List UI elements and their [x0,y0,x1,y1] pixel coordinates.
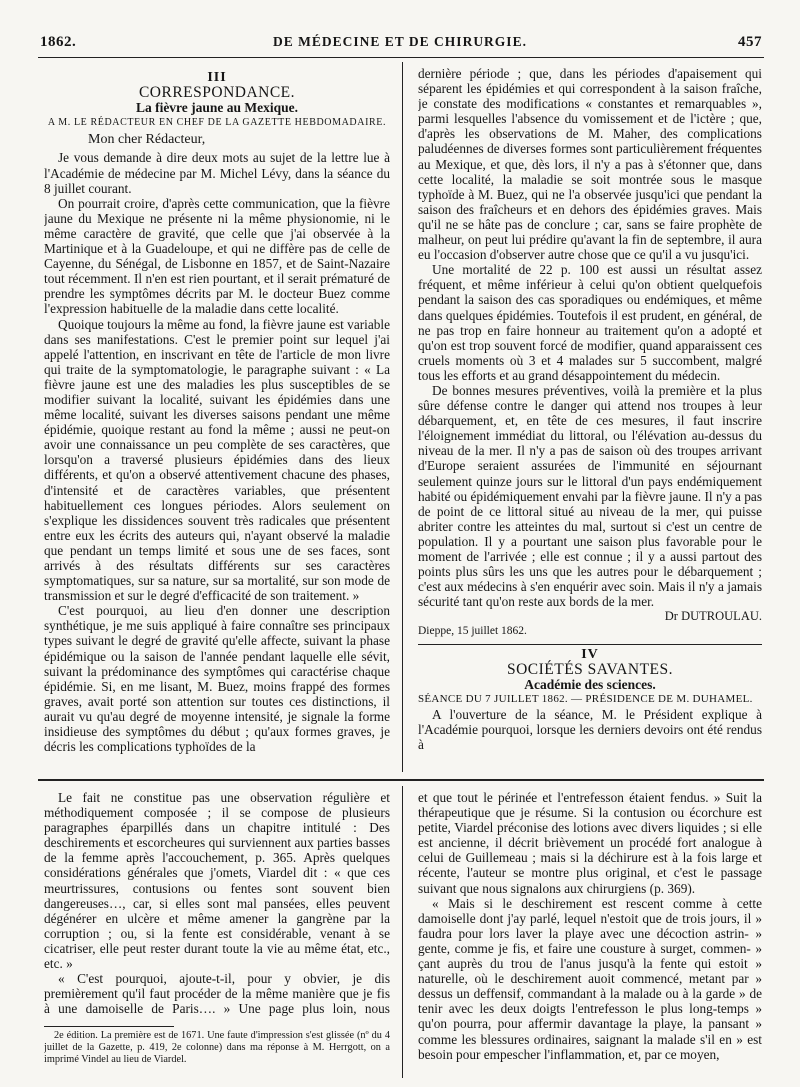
section-number: IV [581,646,599,662]
header-title: DE MÉDECINE ET DE CHIRURGIE. [273,34,527,49]
paragraph: De bonnes mesures préventives, voilà la première et la plus sûre défense contre le danger qui attend nos troupes à leur débarquement, et, en tête de ces mesures, il faut inscrire l'éloignement immédiat du littoral, ou l'élévation au-dessus du niveau de la mer. Il n'y a pas de saison où des troupes arrivant d'Europe seraient assurées de l'immunité en séjournant seulement quinze jours sur le littoral d'un pays endémiquement habité ou épidémiquement envahi par la fièvre jaune. Il n'y a pas de point de ce littoral situé au niveau de la mer, qui puisse abriter contre les atteintes du mal, surtout si c'est un centre de population. Il y a pourtant une saison plus favorable pour le moment de l'arrivée ; elle est connue ; il y a aussi partout des points plus sûrs les uns que les autres pour le débarquement ; c'est aux médecins à s'en enquérir avec soin. Mais il n'y a jamais sécurité tant qu'on reste aux bords de la mer. [418,382,762,610]
section-number: III [207,70,227,85]
page-number: 457 [738,34,762,50]
section-title: CORRESPONDANCE. [138,84,296,102]
paragraph: Quoique toujours la même au fond, la fièvre jaune est variable dans ses manifestations. C'est le premier point sur lequel j'ai appelé l'attention, en inscrivant en tête de l'article de mon livre qui traite de la symptomatologie, le paragraphe suivant : « La fièvre jaune est une des maladies les plus susceptibles de se modifier suivant la localité, suivant les épidémies dans une même localité, suivant les diverses saisons pendant une même épidémie, quoique restant au fond la même ; aussi ne peut-on avoir une connaissance un peu complète de ses caractères, que lorsqu'on a traversé plusieurs épidémies dans des lieux différents, et qu'on a observé attentivement chacune des phases, d'intensité et de caractères variables, que présentent habituellement ces longues périodes. Alors seulement on s'explique les dissidences souvent très radicales que présentent entre eux les écrits des auteurs qui, n'ayant observé la maladie que pendant un temps limité et sous une de ses faces, sont arrivés à des résultats différents sur ses caractères symptomatiques, sur sa nature, sur sa mortalité, sur son mode de transmission et sur le degré d'efficacité de son traitement. » [44,316,390,604]
running-header [0,0,800,58]
paragraph: dernière période ; que, dans les périodes d'apaisement qui séparent les épidémies et qui correspondent à la saison fraîche, je constate des modifications « constantes et remarquables », parmi lesquelles l'absence du vomissement et de l'ictère ; que, d'après les observations de M. Maher, des complications paludéennes de diverses formes sont particulièrement fréquentes au Mexique, et que, dès lors, il n'y a pas à s'étonner que, dans cette localité, la maladie se soit montrée sous le masque typhoïde à M. Buez, qui ne l'a observée jusqu'ici que pendant la saison des fraîcheurs et en dehors des épidémies graves. Mais qu'il ne se hâte pas de conclure ; car, sans se faire prophète de malheur, on peut lui prédire qu'avant la fin de septembre, il aura eu l'occasion d'observer autre chose que ce qu'il a vu jusqu'ici. [418,66,762,263]
paragraph: « C'est pourquoi, ajoute-t-il, pour y obvier, je dis premièrement qu'il faut procéder de la même manière que je fis à une damoiselle de Paris…. » Une page plus loin, nous [44,971,390,1017]
lower-right-column [418,790,762,1080]
section-title: SOCIÉTÉS SAVANTES. [506,660,674,678]
paragraph: A l'ouverture de la séance, M. le Président explique à l'Académie pourquoi, lorsque les derniers devoirs ont été rendus à [418,706,762,753]
header-year: 1862. [40,34,77,50]
paragraph: et que tout le périnée et l'entrefesson étaient fendus. » Suit la thérapeutique que je résume. Si la contusion ou écorchure est petite, Viardel préconise des lotions avec divers liquides ; si elle est ancienne, il décrit brièvement un procédé fort analogue à celui de Guillemeau ; mais si la déchirure est à la fois large et récente, l'auteur se montre plus original, et c'est le passage suivant que nous signalons aux chirurgiens (p. 369). [418,790,762,896]
paragraph: « Mais si le deschirement est rescent comme à cette damoiselle dont j'ay parlé, lequel n'estoit que de trois jours, il » faudra pour lors laver la playe avec une décoction astrin- » gente, comme je fis, et faire une cousture à surget, commen- » çant auprès du trou de l'anus jusqu'à la fente qui estoit » naturelle, où le deschirement auoit commencé, metant par » dessus un deffensif, commandant à la malade ou à la garde » de tenir avec les deux doigts l'entrefesson le plus long-temps » qu'on pourra, pour affermir davantage la playe, la pansant » comme les blessures ordinaires, saignant la malade s'il en » est besoin pour empescher l'inflammation, et, par ce moyen, [418,895,762,1062]
column-divider-upper [402,62,403,772]
section-subtitle: Académie des sciences. [524,676,656,692]
header-rule [38,57,764,58]
paragraph: C'est pourquoi, au lieu d'en donner une description synthétique, je me suis appliqué à faire connaître ses principaux types suivant le degré de gravité qu'elle affecte, suivant la phase épidémique ou la saison de l'année pendant laquelle elle sévit, suivant la prédominance des symptômes qui caractérise chaque épidémie. Si, en me lisant, M. Buez, moins frappé des formes graves, avait porté son attention sur toutes ces distinctions, il aurait vu qu'au degré de moyenne intensité, je signale la forme insidieuse des symptômes du début ; qu'aux formes graves, je décris les complications typhoïdes de la [44,603,390,755]
column-divider-lower [402,786,403,1078]
letter-addressee: A M. LE RÉDACTEUR EN CHEF DE LA GAZETTE HEBDOMADAIRE. [47,117,387,129]
seance-line: SÉANCE DU 7 JUILLET 1862. — PRÉSIDENCE DE M. DUHAMEL. [418,692,753,705]
lower-left-column [44,790,390,1018]
footnote-text: 2e édition. La première est de 1671. Une faute d'impression s'est glissée (nº du 4 juillet de la Gazette, p. 419, 2e colonne) dans ma réponse à M. Herrgott, on a imprimé Vindel au lieu de Viardel. [44,1030,390,1066]
paragraph: On pourrait croire, d'après cette communication, que la fièvre jaune du Mexique ne présente ni la même physionomie, ni le même caractère de gravité, que celle que j'ai observée à la Martinique et à la Guadeloupe, et qui ne diffère pas de celle de Cayenne, du Sénégal, de Lisbonne en 1857, et de Saint-Nazaire tout récemment. Il n'en est rien pourtant, et il serait prématuré de prendre les symptômes décrits par M. le docteur Buez comme l'expression habituelle de la maladie dans cette localité. [44,195,390,317]
paragraph: Le fait ne constitue pas une observation régulière et méthodiquement composée ; il se compose de plusieurs paragraphes éparpillés dans un chapitre intitulé : Des deschirements et escorcheures qui surviennent aux parties basses de la femme après l'accouchement, p. 365. Après quelques considérations générales que j'omets, Viardel dit : « que ces meurtrissures, contusions ou fentes sont souvent bien dangereuses…, car, si elles sont mal pansées, elles peuvent dégénérer en ulcère et même amener la gangrène par la corruption ; ou, si la fente est considérable, venant à se cicatriser, elle peut rester durant toute la vie au même état, etc., etc. » [44,790,390,972]
footnote-rule [44,1026,174,1027]
upper-left-column [44,70,390,776]
half-divider [38,779,764,781]
footnote [44,1030,390,1076]
paragraph: Je vous demande à dire deux mots au sujet de la lettre lue à l'Académie de médecine par M. Michel Lévy, dans la séance du 8 juillet courant. [44,150,390,196]
paragraph: Une mortalité de 22 p. 100 est aussi un résultat assez fréquent, et même inférieur à celui qu'on obtient quelquefois pendant la saison des cas sporadiques ou endémiques, et même dans quelques épidémies. Toutefois il est prudent, en général, de ne pas trop en faire honneur au traitement qu'on a adopté et qu'on est trop souvent forcé de modifier, quand apparaissent ces cruels moments où 3 et 4 malades sur 5 succombent, malgré tous les efforts et au grand désappointement du médecin. [418,262,762,383]
section-separator [418,644,762,645]
upper-right-column [418,66,762,776]
letter-salutation: Mon cher Rédacteur, [88,132,206,148]
place-date: Dieppe, 15 juillet 1862. [418,625,527,638]
signature: Dr DUTROULAU. [664,609,762,624]
section-subtitle: La fièvre jaune au Mexique. [135,100,299,116]
